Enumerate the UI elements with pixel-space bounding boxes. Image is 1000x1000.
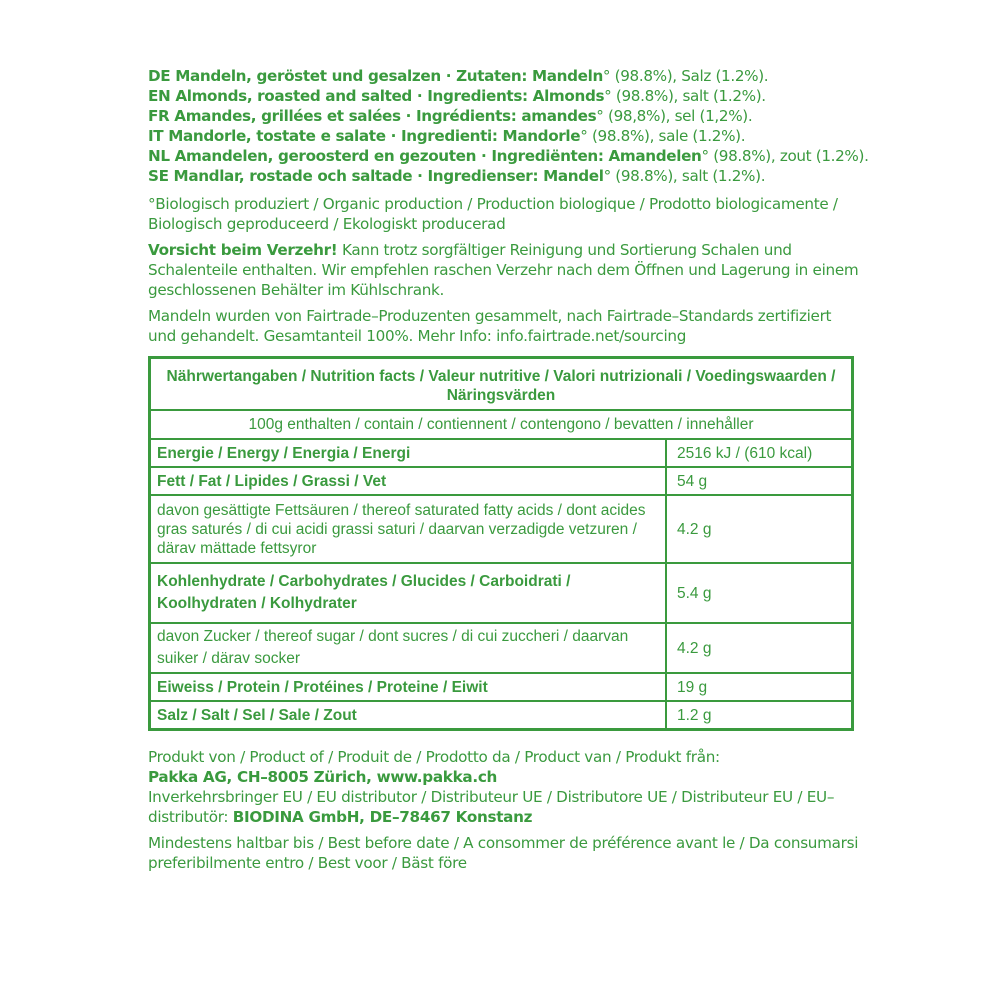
nutrient-label-saturated-fat: davon gesättigte Fettsäuren / thereof saturated fatty acids / dont acides gras saturés / di cui acidi grassi saturi / daarvan verzadigde vetzuren / därav mättade fettsyror bbox=[150, 495, 667, 563]
ingredients-fr-title: FR Amandes, grillées et salées · Ingrédients: amandes bbox=[148, 107, 597, 125]
nutrient-value-sugar: 4.2 g bbox=[666, 623, 853, 673]
nutrient-value-fat: 54 g bbox=[666, 467, 853, 495]
table-row bbox=[150, 701, 853, 730]
producer-label: Produkt von / Product of / Produit de / Prodotto da / Product van / Produkt från: bbox=[148, 748, 720, 766]
nutrition-table bbox=[148, 356, 854, 731]
producer-info bbox=[148, 747, 860, 787]
distributor-info bbox=[148, 787, 860, 827]
nutrient-value-energy: 2516 kJ / (610 kcal) bbox=[666, 439, 853, 467]
nutrient-label-carbohydrates: Kohlenhydrate / Carbohydrates / Glucides / Carboidrati / Koolhydraten / Kolhydrater bbox=[150, 563, 667, 623]
ingredients-de-title: DE Mandeln, geröstet und gesalzen · Zutaten: Mandeln bbox=[148, 67, 603, 85]
ingredients-de bbox=[148, 66, 860, 86]
ingredients-en-detail: ° (98.8%), salt (1.2%). bbox=[604, 87, 766, 105]
nutrient-value-salt: 1.2 g bbox=[666, 701, 853, 730]
ingredients-fr bbox=[148, 106, 860, 126]
nutrient-label-protein: Eiweiss / Protein / Protéines / Proteine / Eiwit bbox=[150, 673, 667, 701]
table-row bbox=[150, 623, 853, 673]
nutrition-per-row bbox=[150, 410, 853, 439]
ingredients-it-detail: ° (98.8%), sale (1.2%). bbox=[580, 127, 746, 145]
ingredients-en-title: EN Almonds, roasted and salted · Ingredients: Almonds bbox=[148, 87, 605, 105]
caution-title: Vorsicht beim Verzehr! bbox=[148, 241, 338, 259]
table-row bbox=[150, 673, 853, 701]
table-row bbox=[150, 467, 853, 495]
table-row bbox=[150, 563, 853, 623]
nutrition-header-row bbox=[150, 358, 853, 411]
caution-text: Kann trotz sorgfältiger Reinigung und Sortierung Schalen und Schalenteile enthalten. Wir empfehlen raschen Verzehr nach dem Öffnen und Lagerung in einem geschlossenen Behälter im Kühlschrank. bbox=[148, 241, 859, 299]
label-document bbox=[148, 66, 869, 873]
nutrient-label-fat: Fett / Fat / Lipides / Grassi / Vet bbox=[150, 467, 667, 495]
ingredients-se-detail: ° (98.8%), salt (1.2%). bbox=[603, 167, 766, 185]
ingredients-de-detail: ° (98.8%), Salz (1.2%). bbox=[602, 67, 769, 85]
producer-name: Pakka AG, CH–8005 Zürich, www.pakka.ch bbox=[148, 768, 498, 786]
ingredients-nl-detail: ° (98.8%), zout (1.2%). bbox=[701, 147, 869, 165]
ingredients-it-title: IT Mandorle, tostate e salate · Ingredienti: Mandorle bbox=[148, 127, 581, 145]
nutrition-per-100g: 100g enthalten / contain / contiennent / contengono / bevatten / innehåller bbox=[150, 410, 853, 439]
ingredients-se bbox=[148, 166, 860, 186]
nutrient-value-carbohydrates: 5.4 g bbox=[666, 563, 853, 623]
nutrient-label-sugar: davon Zucker / thereof sugar / dont sucres / di cui zuccheri / daarvan suiker / därav socker bbox=[150, 623, 667, 673]
ingredients-it bbox=[148, 126, 860, 146]
nutrient-value-protein: 19 g bbox=[666, 673, 853, 701]
nutrient-label-salt: Salz / Salt / Sel / Sale / Zout bbox=[150, 701, 667, 730]
ingredients-se-title: SE Mandlar, rostade och saltade · Ingredienser: Mandel bbox=[148, 167, 604, 185]
ingredients-fr-detail: ° (98,8%), sel (1,2%). bbox=[596, 107, 753, 125]
distributor-label: Inverkehrsbringer EU / EU distributor / Distributeur UE / Distributore UE / Distributeur EU / EU–distributör: bbox=[148, 788, 835, 826]
ingredients-nl-title: NL Amandelen, geroosterd en gezouten · Ingrediënten: Amandelen bbox=[148, 147, 702, 165]
distributor-name: BIODINA GmbH, DE–78467 Konstanz bbox=[232, 808, 533, 826]
best-before-note: Mindestens haltbar bis / Best before date / A consommer de préférence avant le / Da consumarsi preferibilmente entro / Best voor / Bäst före bbox=[148, 834, 859, 872]
ingredients-en bbox=[148, 86, 860, 106]
table-row bbox=[150, 495, 853, 563]
organic-note: °Biologisch produziert / Organic production / Production biologique / Prodotto biologicamente / Biologisch geproduceerd / Ekologiskt producerad bbox=[148, 195, 838, 233]
nutrition-header: Nährwertangaben / Nutrition facts / Valeur nutritive / Valori nutrizionali / Voedingswaarden / Näringsvärden bbox=[150, 358, 853, 411]
nutrient-value-saturated-fat: 4.2 g bbox=[666, 495, 853, 563]
ingredients-nl bbox=[148, 146, 869, 166]
fairtrade-note: Mandeln wurden von Fairtrade–Produzenten gesammelt, nach Fairtrade–Standards zertifiziert und gehandelt. Gesamtanteil 100%. Mehr Info: info.fairtrade.net/sourcing bbox=[148, 307, 832, 345]
nutrient-label-energy: Energie / Energy / Energia / Energi bbox=[150, 439, 667, 467]
table-row bbox=[150, 439, 853, 467]
caution-note bbox=[148, 240, 860, 300]
ingredients-block bbox=[148, 66, 869, 186]
